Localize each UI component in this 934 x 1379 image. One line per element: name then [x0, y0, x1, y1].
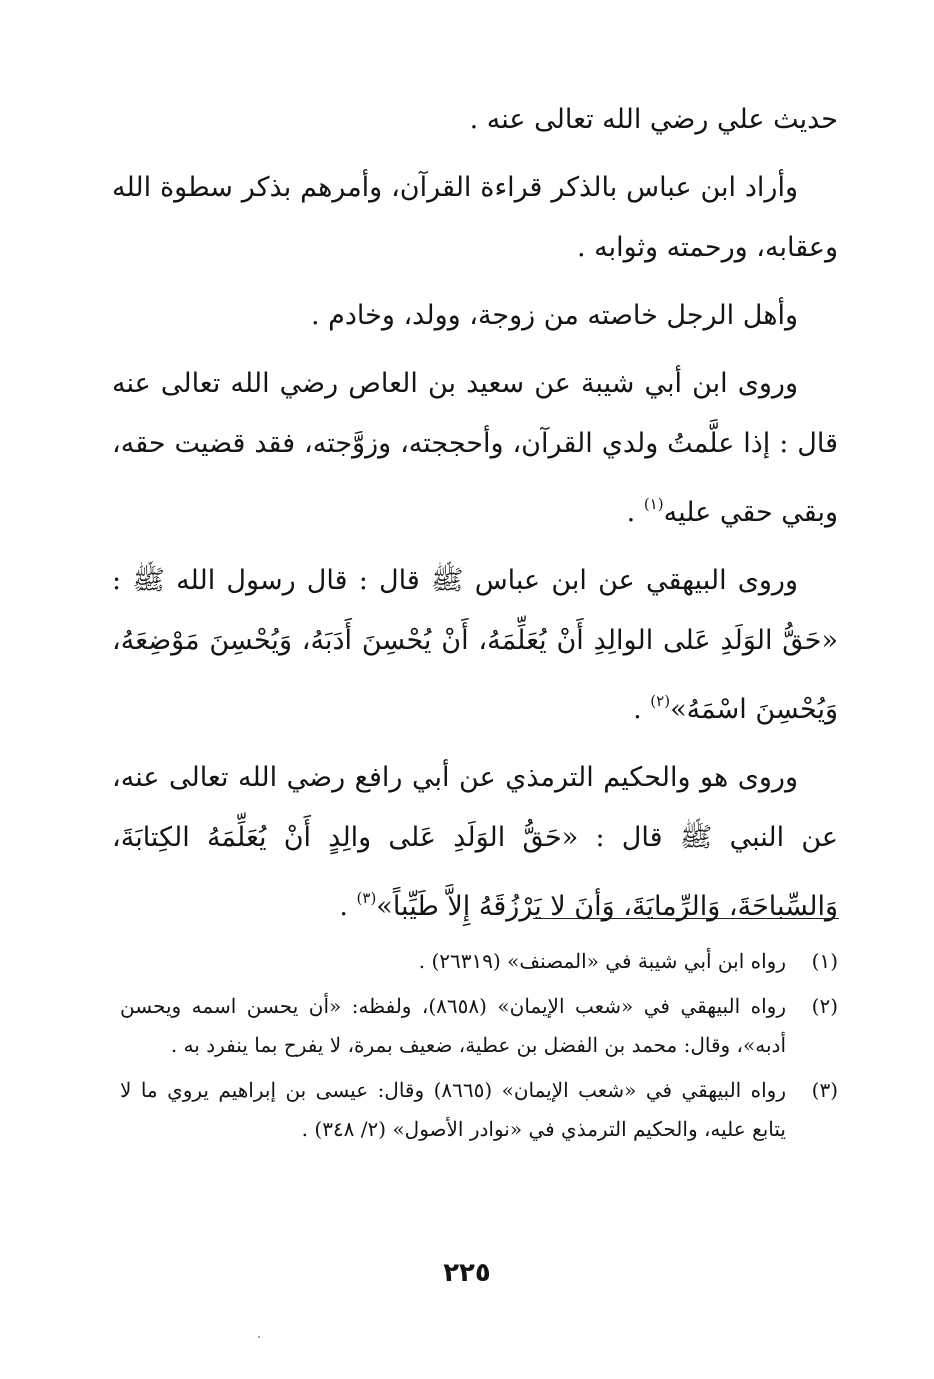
paragraph-6-end: . [339, 891, 357, 922]
paragraph-6-text: وروى هو والحكيم الترمذي عن أبي رافع رضي الله تعالى عنه، عن النبي ﷺ قال : «حَقُّ الوَلَدِ عَلى والِدٍ أَنْ يُعَلِّمَهُ الكِتابَةَ، وَالسِّباحَةَ، وَالرِّمايَةَ، وَأنَ لا يَرْزُقَهُ إِلاَّ طَيِّباً» [112, 762, 838, 922]
footnote-marker-3: (٣) [356, 889, 377, 907]
footnote-marker-2: (٢) [650, 692, 671, 710]
paragraph-3 [112, 286, 838, 346]
paragraph-2 [112, 158, 838, 278]
paragraph-4-end: . [626, 497, 644, 528]
paragraph-5-end: . [633, 694, 651, 725]
paragraph-4-text: وروى ابن أبي شيبة عن سعيد بن العاص رضي الله تعالى عنه قال : إذا علَّمتُ ولدي القرآن، وأحججته، وزوَّجته، فقد قضيت حقه، وبقي حقي عليه [112, 368, 838, 528]
footnote-1 [120, 942, 838, 981]
footnote-divider [533, 918, 839, 919]
footnote-text: رواه البيهقي في «شعب الإيمان» (٨٦٥٨)، ولفظه: «أن يحسن اسمه ويحسن أدبه»، وقال: محمد بن الفضل بن عطية، ضعيف بمرة، لا يفرح بما ينفرد به . [120, 994, 786, 1057]
footnote-number: (٣) [811, 1078, 838, 1102]
page-number: ٢٢٥ [443, 1258, 491, 1288]
paragraph-4 [112, 354, 838, 543]
footnote-number: (١) [811, 949, 838, 973]
footnote-text: رواه ابن أبي شيبة في «المصنف» (٢٦٣١٩) . [418, 949, 786, 973]
paragraph-5-text: وروى البيهقي عن ابن عباس ﷺ قال : قال رسول الله ﷺ : «حَقُّ الوَلَدِ عَلى الوالِدِ أَنْ يُعَلِّمَهُ، أَنْ يُحْسِنَ أَدَبَهُ، وَيُحْسِنَ مَوْضِعَهُ، وَيُحْسِنَ اسْمَهُ» [112, 565, 838, 725]
paragraph-2-text: وأراد ابن عباس بالذكر قراءة القرآن، وأمرهم بذكر سطوة الله وعقابه، ورحمته وثوابه . [112, 172, 838, 263]
footnote-text: رواه البيهقي في «شعب الإيمان» (٨٦٦٥) وقال: عيسى بن إبراهيم يروي ما لا يتابع عليه، والحكيم الترمذي في «نوادر الأصول» (٢/ ٣٤٨) . [120, 1078, 786, 1141]
main-text [112, 90, 838, 945]
footnote-3 [120, 1071, 838, 1149]
footnote-number: (٢) [811, 994, 838, 1018]
paragraph-1 [112, 90, 838, 150]
paragraph-1-text: حديث علي رضي الله تعالى عنه . [469, 104, 838, 135]
footnote-marker-1: (١) [643, 495, 664, 513]
paragraph-5 [112, 551, 838, 740]
paragraph-3-text: وأهل الرجل خاصته من زوجة، وولد، وخادم . [311, 300, 798, 331]
footnote-2 [120, 987, 838, 1065]
paragraph-6 [112, 748, 838, 937]
footnotes [120, 942, 838, 1155]
scan-speck [258, 1336, 260, 1338]
